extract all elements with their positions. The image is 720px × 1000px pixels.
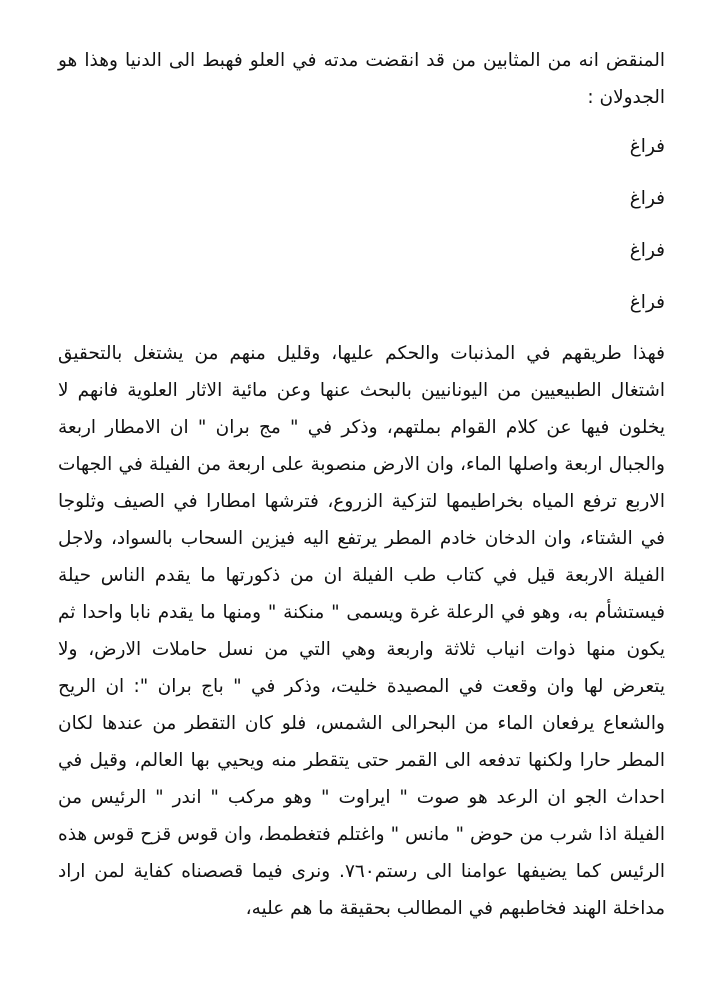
gap-line-1: فراغ bbox=[629, 136, 665, 157]
gap-list bbox=[58, 121, 665, 329]
document-page bbox=[58, 42, 665, 927]
gap-line-2: فراغ bbox=[629, 188, 665, 209]
paragraph-1: المنقض انه من المثابين من قد انقضت مدته في العلو فهبط الى الدنيا وهذا هو الجدولان : bbox=[58, 50, 665, 108]
paragraph-2: فهذا طريقهم في المذنبات والحكم عليها، وقليل منهم من يشتغل بالتحقيق اشتغال الطبيعيين من اليونانيين بالبحث عنها وعن مائية الاثار العلوية فانهم لا يخلون فيها عن كلام القوام بملتهم، وذكر في " مج بران " ان الامطار اربعة والجبال اربعة واصلها الماء، وان الارض منصوبة على اربعة من الفيلة في الجهات الاربع ترفع المياه بخراطيمها لتزكية الزروع، فترشها امطارا في الصيف وثلوجا في الشتاء، وان الدخان خادم المطر يرتفع اليه فيزين السحاب بالسواد، ولاجل الفيلة الاربعة قيل في كتاب طب الفيلة ان من ذكورتها ما يقدم الناس حيلة فيستشأم به، وهو في الرعلة غرة ويسمى " منكنة " ومنها ما يقدم نابا واحدا ثم يكون منها ذوات انياب ثلاثة واربعة وهي التي من نسل حاملات الارض، ولا يتعرض لها وان وقعت في المصيدة خليت، وذكر في " باج بران ": ان الريح والشعاع يرفعان الماء من البحرالى الشمس، فلو كان التقطر من عندها لكان المطر حارا ولكنها تدفعه الى القمر حتى يتقطر منه ويحيي بها العالم، وقيل في احداث الجو ان الرعد هو صوت " ايراوت " وهو مركب " اندر " الرئيس من الفيلة اذا شرب من حوض " مانس " واغتلم فتغطمط، وان قوس قزح قوس هذه الرئيس كما يضيفها عوامنا الى رستم٧٦٠. ونرى فيما قصصناه كفاية لمن اراد مداخلة الهند فخاطبهم في المطالب بحقيقة ما هم عليه، bbox=[58, 343, 665, 919]
gap-line-4: فراغ bbox=[629, 292, 665, 313]
gap-line-3: فراغ bbox=[629, 240, 665, 261]
